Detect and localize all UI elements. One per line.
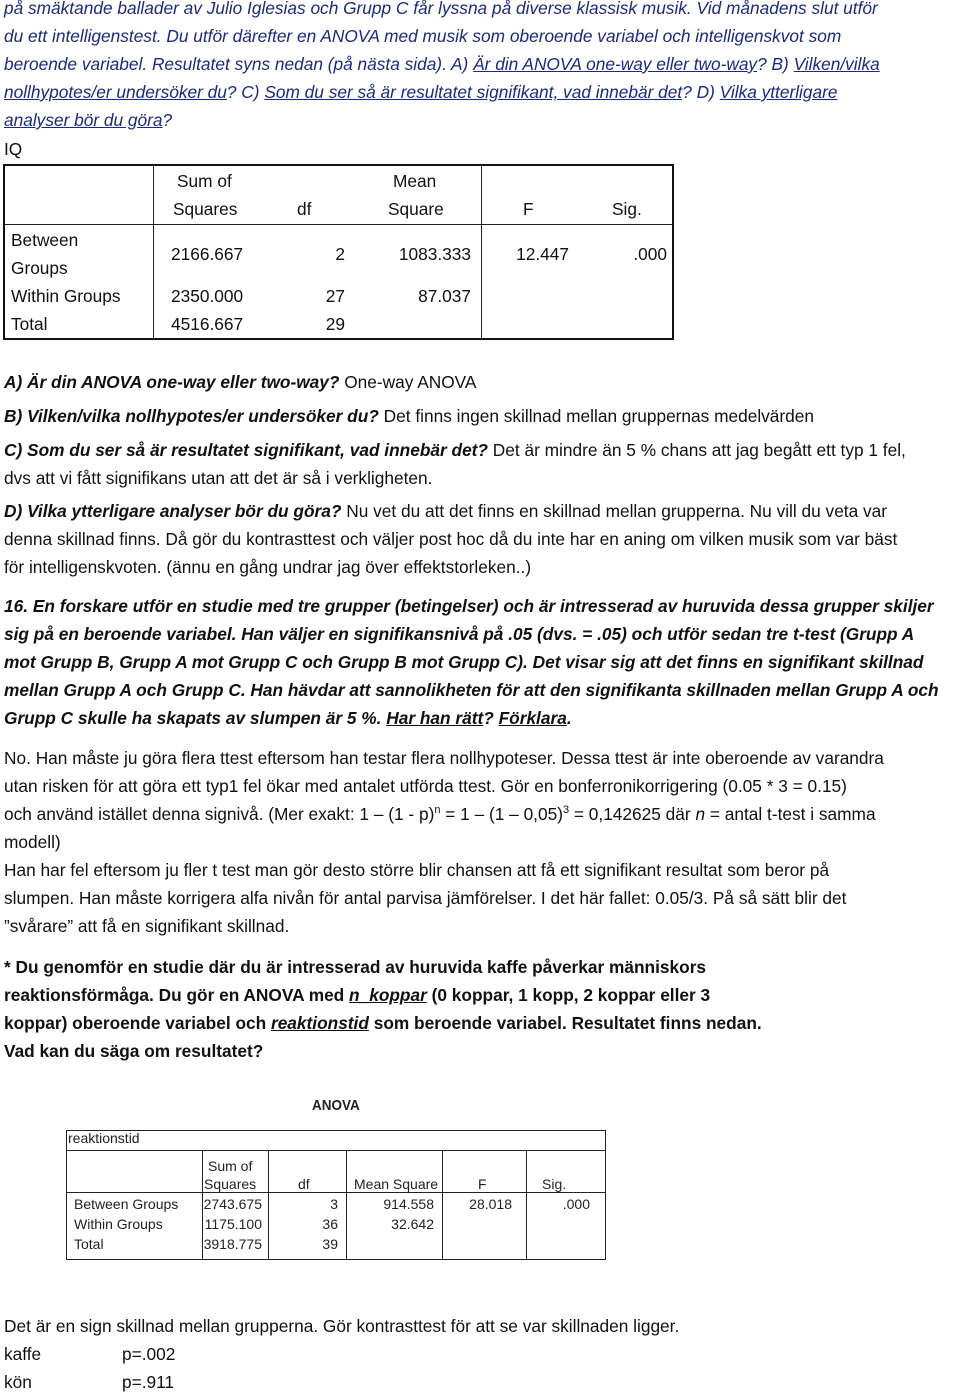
- spss-cell: .000: [562, 1196, 590, 1212]
- question-label: B) Vilken/vilka nollhypotes/er undersöker du?: [4, 406, 379, 426]
- spss-cell: 28.018: [469, 1196, 512, 1212]
- intro-text: beroende variabel. Resultatet syns nedan (på nästa sida). A): [4, 54, 474, 74]
- p-label: kaffe: [4, 1344, 42, 1364]
- header-mean: Mean: [393, 171, 437, 191]
- intro-line-2: du ett intelligenstest. Du utför därefter en ANOVA med musik som oberoende variabel och intelligenskvot som: [4, 26, 842, 46]
- intro-line-1: på smäktande ballader av Julio Iglesias och Grupp C får lyssna på diverse klassisk musik. Vid månadens slut utför: [4, 0, 878, 18]
- cell-df: 27: [325, 286, 345, 306]
- kaffe-q-line: * Du genomför en studie där du är intresserad av huruvida kaffe påverkar människors: [4, 957, 707, 977]
- header-f: F: [523, 199, 534, 219]
- row-label-total: Total: [11, 314, 48, 334]
- spss-dv-label: reaktionstid: [68, 1130, 140, 1146]
- kaffe-q-line: Vad kan du säga om resultatet?: [4, 1041, 264, 1061]
- a16-var: n: [695, 804, 706, 824]
- spss-cell: 3: [330, 1196, 338, 1212]
- table-divider: [481, 166, 482, 338]
- a16-sup: 3: [562, 804, 570, 817]
- a16-line: No. Han måste ju göra flera ttest eftersom han testar flera nollhypoteser. Dessa ttest är inte oberoende av varandra: [4, 748, 884, 768]
- a16-text: = 1 – (1 – 0,05): [440, 804, 563, 824]
- answer-d-cont: denna skillnad finns. Då gör du kontrasttest och väljer post hoc då du inte har en aning om vilken musik som var bäst: [4, 529, 898, 549]
- intro-line-4: [4, 78, 837, 106]
- cell-f: 12.447: [516, 244, 569, 264]
- q16-line: mot Grupp B, Grupp A mot Grupp C och Grupp B mot Grupp C). Det visar sig att det finns en signifikant skillnad: [4, 652, 924, 672]
- spss-cell: 36: [322, 1216, 338, 1232]
- q16-text: .: [566, 708, 572, 728]
- kaffe-text: som beroende variabel. Resultatet finns nedan.: [368, 1013, 762, 1033]
- spss-cell: 914.558: [383, 1196, 434, 1212]
- question-b: Vilken/vilka: [793, 54, 880, 74]
- question-d: Vilka ytterligare: [719, 82, 838, 102]
- answer-c-cont: dvs att vi fått signifikans utan att det är så i verkligheten.: [4, 468, 433, 488]
- cell-ms: 87.037: [418, 286, 471, 306]
- p-value-kaffe: [4, 1340, 175, 1368]
- kaffe-text: koppar) oberoende variabel och: [4, 1013, 271, 1033]
- iq-label: IQ: [4, 139, 23, 159]
- answer-d: [4, 497, 887, 525]
- cell-ss: 4516.667: [171, 314, 244, 334]
- q16-line: sig på en beroende variabel. Han väljer en signifikansnivå på .05 (dvs. = .05) och utför sedan tre t-test (Grupp A: [4, 624, 915, 644]
- question-d-cont: analyser bör du göra: [4, 110, 163, 130]
- spss-divider: [66, 1192, 606, 1193]
- kaffe-var: reaktionstid: [270, 1013, 369, 1033]
- q16-line: mellan Grupp A och Grupp C. Han hävdar att sannolikheten för att den signifikanta skillnaden mellan Grupp A och: [4, 680, 939, 700]
- a16-text: och använd istället denna signivå. (Mer exakt: 1 – (1 - p): [4, 804, 435, 824]
- cell-ss: 2166.667: [171, 244, 244, 264]
- spss-row-within: Within Groups: [74, 1216, 163, 1232]
- answer-a: [4, 368, 476, 396]
- spss-h-f: F: [478, 1176, 487, 1192]
- table-divider: [153, 166, 154, 338]
- spss-divider: [66, 1150, 606, 1151]
- a16-line: modell): [4, 832, 61, 852]
- a16-line: Han har fel eftersom ju fler t test man gör desto större blir chansen att få ett signifikant resultat som beror på: [4, 860, 830, 880]
- spss-h-squares: Squares: [204, 1176, 257, 1192]
- answer-text: Det finns ingen skillnad mellan gruppernas medelvärden: [378, 406, 815, 426]
- question-label: A) Är din ANOVA one-way eller two-way?: [4, 372, 340, 392]
- kaffe-q-line: [4, 1009, 762, 1037]
- row-label-between: Between: [11, 230, 79, 250]
- p-label: kön: [4, 1372, 32, 1392]
- intro-line-3: [4, 50, 880, 78]
- cell-df: 2: [335, 244, 345, 264]
- header-df: df: [297, 199, 312, 219]
- spss-title: ANOVA: [312, 1097, 360, 1114]
- header-sum-of: Sum of: [177, 171, 232, 191]
- a16-text: = 0,142625 där: [569, 804, 696, 824]
- answer-text: Det är mindre än 5 % chans att jag begått ett typ 1 fel,: [488, 440, 906, 460]
- question-label: D) Vilka ytterligare analyser bör du göra?: [4, 501, 342, 521]
- p-value: p=.911: [122, 1372, 175, 1392]
- spss-h-ms: Mean Square: [354, 1176, 439, 1192]
- a16-line: ”svårare” att få en signifikant skillnad.: [4, 916, 290, 936]
- question-label: C) Som du ser så är resultatet signifikant, vad innebär det?: [4, 440, 488, 460]
- answer-c: [4, 436, 906, 464]
- answer-text: One-way ANOVA: [339, 372, 477, 392]
- spss-cell: 2743.675: [203, 1196, 262, 1212]
- spss-h-df: df: [298, 1176, 310, 1192]
- answer-b: [4, 402, 814, 430]
- spss-cell: 1175.100: [204, 1216, 262, 1232]
- header-squares: Squares: [173, 199, 238, 219]
- q16-line: [4, 704, 572, 732]
- spss-row-total: Total: [74, 1236, 104, 1252]
- spss-anova-output: [66, 1092, 606, 1264]
- cell-sig: .000: [633, 244, 667, 264]
- q16-text: ?: [483, 708, 499, 728]
- spss-cell: 32.642: [391, 1216, 434, 1232]
- q16-text: Grupp C skulle ha skapats av slumpen är 5 %.: [4, 708, 387, 728]
- header-sig: Sig.: [612, 199, 642, 219]
- a16-sup: n: [434, 804, 441, 817]
- iq-anova-table: [3, 164, 674, 340]
- intro-text: ? C): [226, 82, 265, 102]
- kaffe-var: n_koppar: [349, 985, 427, 1005]
- cell-ss: 2350.000: [171, 286, 244, 306]
- a16-line: utan risken för att göra ett typ1 fel ökar med antalet utförda ttest. Gör en bonferronikorrigering (0.05 * 3 = 0.15): [4, 776, 847, 796]
- a16-text: = antal t-test i samma: [705, 804, 876, 824]
- spss-h-sum: Sum of: [208, 1158, 253, 1174]
- p-value-kon: [4, 1368, 174, 1396]
- outro-line: Det är en sign skillnad mellan grupperna. Gör kontrasttest för att se var skillnaden ligger.: [4, 1316, 680, 1336]
- a16-line: [4, 800, 876, 828]
- row-label-within: Within Groups: [11, 286, 121, 306]
- spss-cell: 3918.775: [203, 1236, 262, 1252]
- spss-h-sig: Sig.: [542, 1176, 567, 1192]
- cell-df: 29: [325, 314, 345, 334]
- spss-cell: 39: [322, 1236, 338, 1252]
- question-b-cont: nollhypotes/er undersöker du: [4, 82, 227, 102]
- intro-text: ? D): [682, 82, 720, 102]
- spss-row-between: Between Groups: [74, 1196, 179, 1212]
- answer-text: Nu vet du att det finns en skillnad mellan grupperna. Nu vill du veta var: [341, 501, 888, 521]
- q16-ask: Förklara: [498, 708, 567, 728]
- row-label-groups: Groups: [11, 258, 68, 278]
- table-divider: [5, 224, 672, 225]
- header-square: Square: [388, 199, 444, 219]
- intro-text: ?: [162, 110, 173, 130]
- q16-ask: Har han rätt: [386, 708, 484, 728]
- p-value: p=.002: [122, 1344, 176, 1364]
- cell-ms: 1083.333: [398, 244, 471, 264]
- intro-line-5: [4, 106, 172, 134]
- question-a: Är din ANOVA one-way eller two-way: [473, 54, 758, 74]
- kaffe-text: (0 koppar, 1 kopp, 2 koppar eller 3: [426, 985, 711, 1005]
- a16-line: slumpen. Han måste korrigera alfa nivån för antal parvisa jämförelser. I det här fallet: 0.05/3. På så sätt blir det: [4, 888, 847, 908]
- intro-text: ? B): [757, 54, 794, 74]
- q16-line: 16. En forskare utför en studie med tre grupper (betingelser) och är intresserad av huruvida dessa grupper skiljer: [4, 596, 934, 616]
- kaffe-q-line: [4, 981, 710, 1009]
- question-c: Som du ser så är resultatet signifikant, vad innebär det: [264, 82, 683, 102]
- kaffe-text: reaktionsförmåga. Du gör en ANOVA med: [4, 985, 350, 1005]
- answer-d-cont: för intelligenskvoten. (ännu en gång undrar jag över effektstorleken..): [4, 557, 532, 577]
